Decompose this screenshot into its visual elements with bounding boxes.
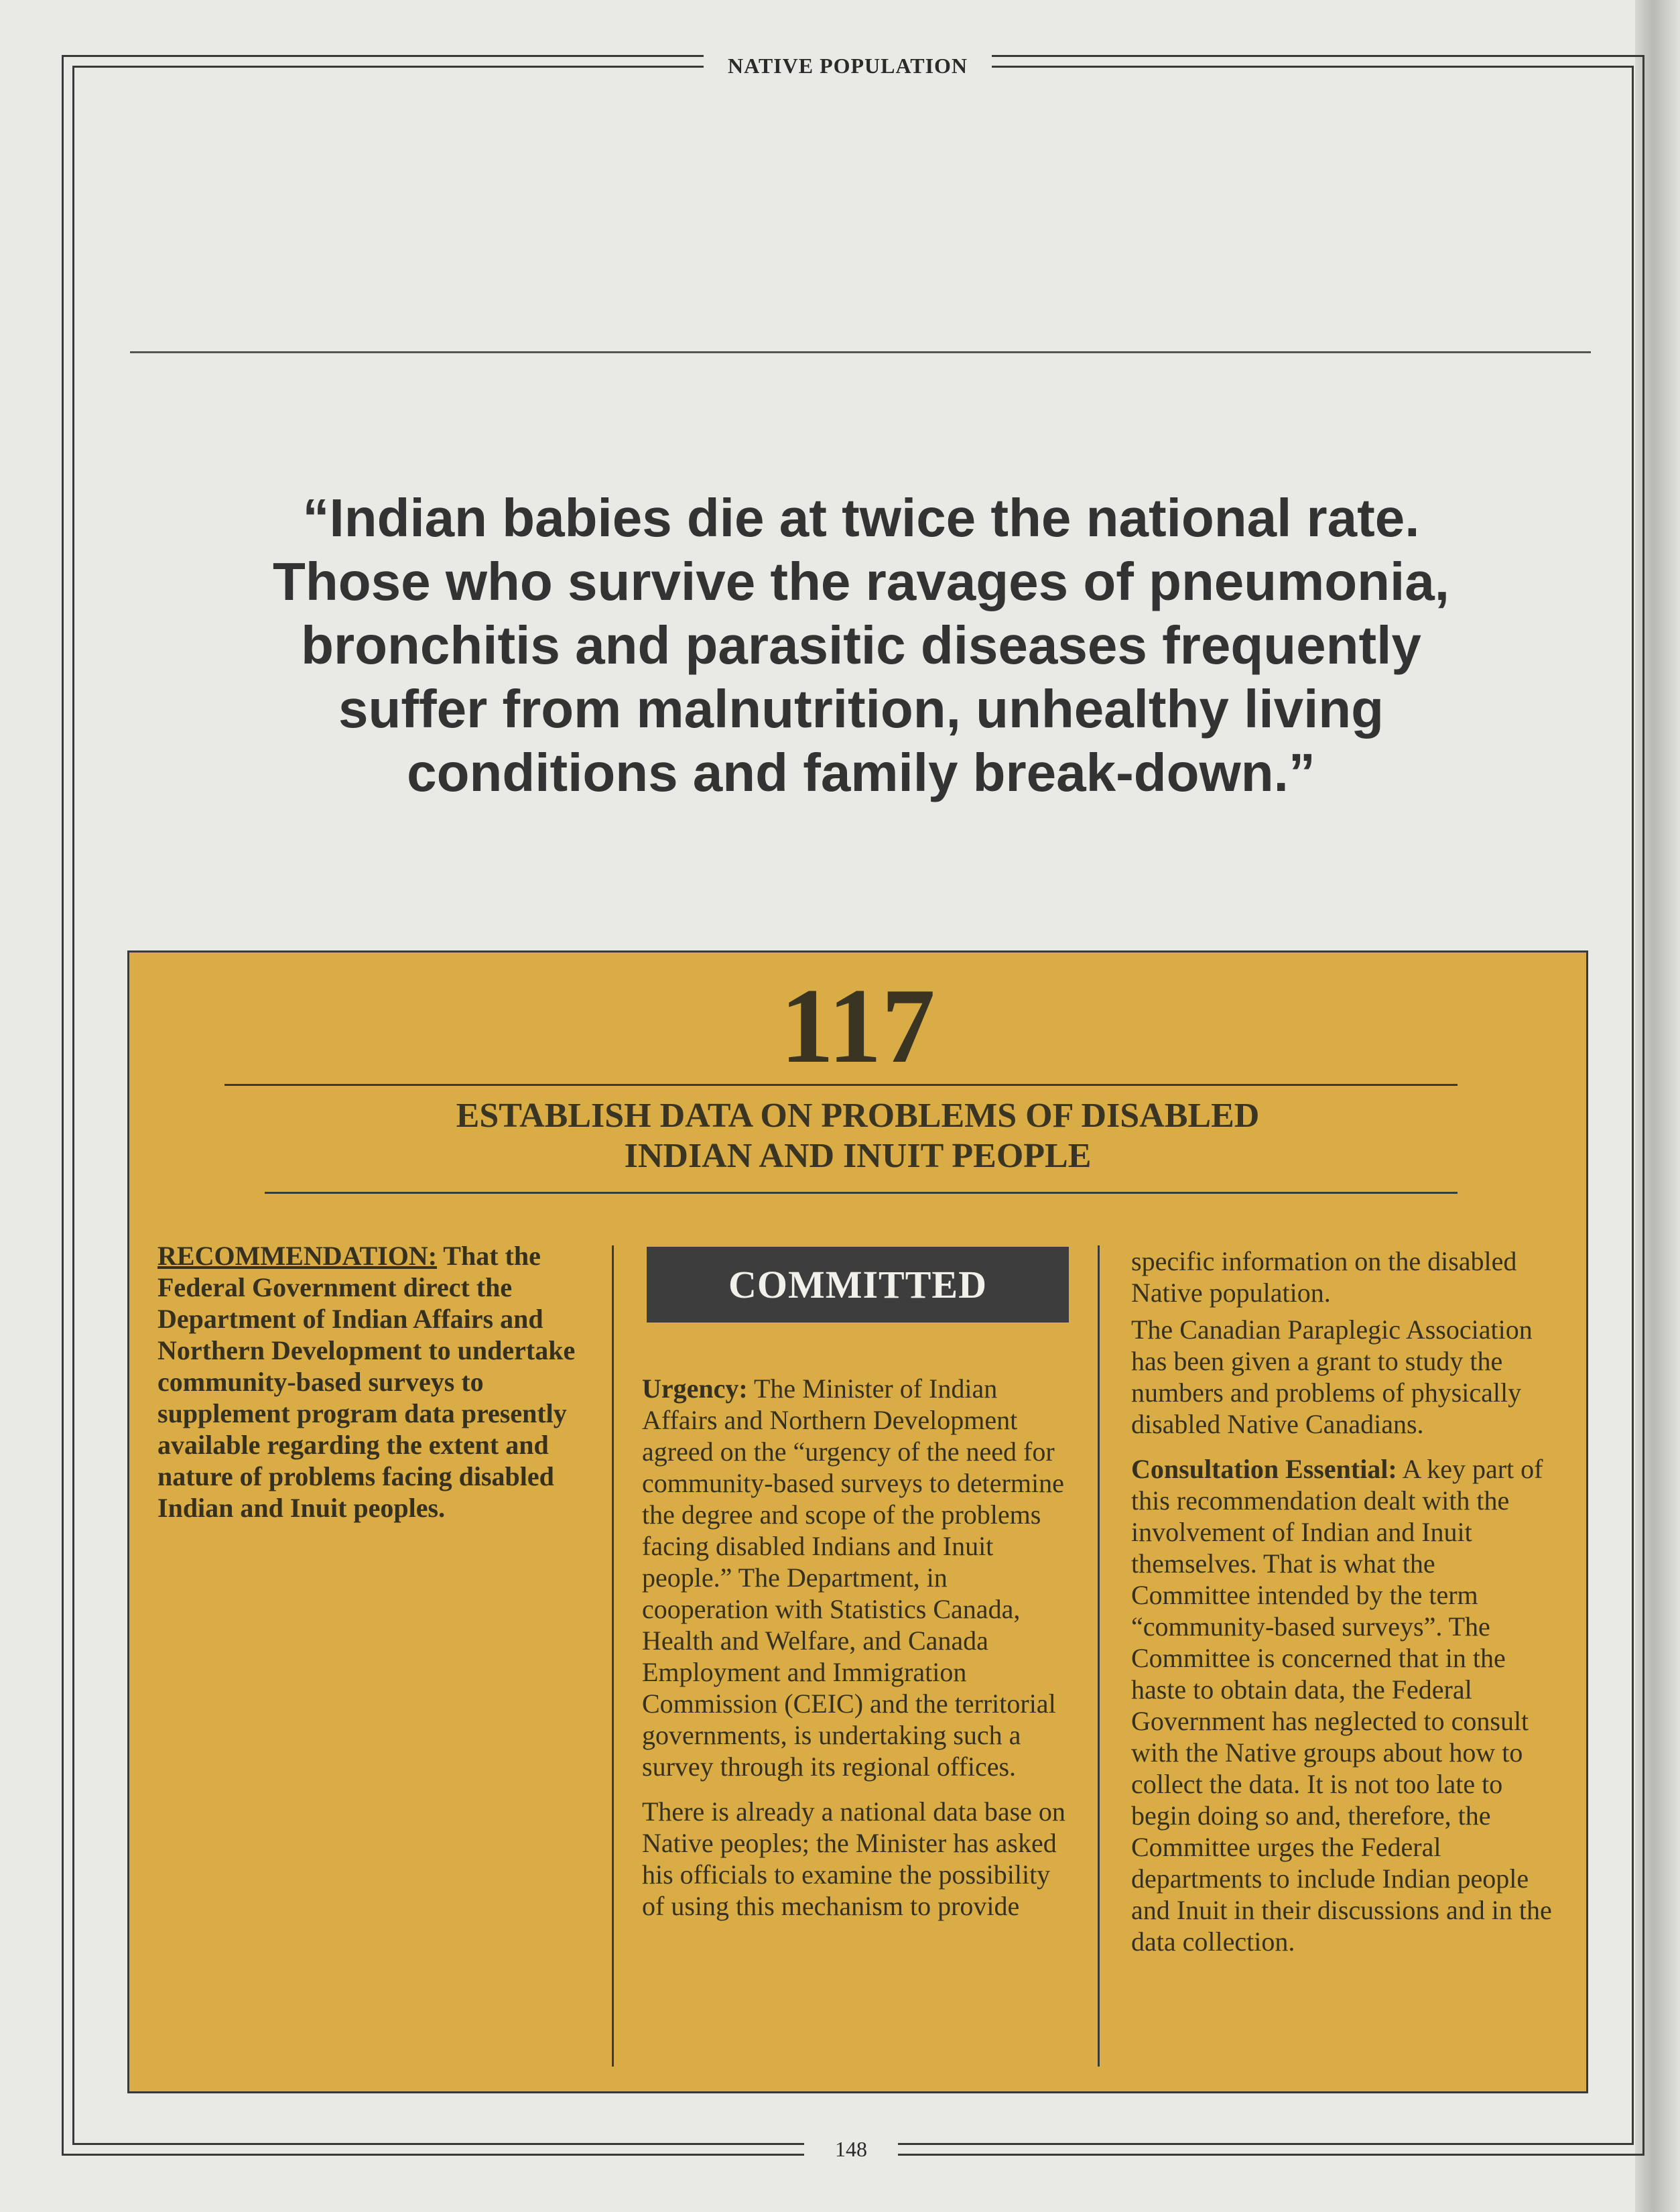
status-badge: COMMITTED xyxy=(647,1247,1069,1323)
quote-top-rule xyxy=(130,351,1591,353)
running-head: NATIVE POPULATION xyxy=(704,51,992,80)
continuation-paragraph: specific information on the disabled Native population. xyxy=(1131,1246,1517,1308)
column-divider-2 xyxy=(1098,1245,1100,2067)
pull-quote-line: conditions and family break-down.” xyxy=(407,743,1315,802)
urgency-paragraph xyxy=(642,1373,1071,1782)
paraplegic-paragraph: The Canadian Paraplegic Association has been given a grant to study the numbers and problems of physically disabled Native Canadians. xyxy=(1131,1314,1533,1439)
recommendation-title xyxy=(201,1096,1514,1176)
pull-quote-line: bronchitis and parasitic diseases frequently xyxy=(301,615,1421,675)
pull-quote-line: “Indian babies die at twice the national rate. xyxy=(302,488,1420,548)
recommendation-label: RECOMMENDATION: xyxy=(157,1241,438,1271)
consultation-text: A key part of this recommendation dealt with the involvement of Indian and Inuit themselves. That is what the Committee intended by the term “community-based surveys”. The Committee is concerned that in the haste to obtain data, the Federal Government has neglected to consult with the Native groups about how to collect the data. It is not too late to begin doing so and, therefore, the Committee urges the Federal departments to include Indian people and Inuit in their discussions and in the data collection. xyxy=(1131,1454,1552,1957)
column-divider-1 xyxy=(612,1245,614,2067)
recommendation-paragraph xyxy=(157,1240,586,1524)
consultation-lead: Consultation Essential: xyxy=(1131,1454,1397,1484)
pull-quote-line: Those who survive the ravages of pneumonia, xyxy=(273,552,1449,611)
recommendation-text-column xyxy=(157,1240,586,1537)
title-top-rule xyxy=(224,1084,1458,1086)
urgency-lead: Urgency: xyxy=(642,1373,748,1404)
pull-quote-line: suffer from malnutrition, unhealthy living xyxy=(338,679,1384,739)
consultation-paragraph xyxy=(1131,1453,1560,1957)
response-column-right xyxy=(1131,1245,1560,1971)
title-bottom-rule xyxy=(265,1192,1458,1194)
pull-quote xyxy=(134,486,1588,804)
urgency-text: The Minister of Indian Affairs and Northern Development agreed on the “urgency of the need for community-based surveys to determine the degree and scope of the problems facing disabled Indians and Inuit people.” The Department, in cooperation with Statistics Canada, Health and Welfare, and Canada Employment and Immigration Commission (CEIC) and the territorial governments, is undertaking such a survey through its regional offices. xyxy=(642,1373,1064,1782)
page-number: 148 xyxy=(804,2134,898,2164)
database-paragraph: There is already a national data base on Native peoples; the Minister has asked his officials to examine the possibility of using this mechanism to provide xyxy=(642,1796,1065,1921)
recommendation-title-line: ESTABLISH DATA ON PROBLEMS OF DISABLED xyxy=(456,1097,1260,1135)
recommendation-number: 117 xyxy=(780,966,935,1085)
recommendation-text: That the Federal Government direct the Department of Indian Affairs and Northern Development to undertake community-based surveys to supplement program data presently available regarding the extent and nature of problems facing disabled Indian and Inuit peoples. xyxy=(157,1241,576,1523)
recommendation-title-line: INDIAN AND INUIT PEOPLE xyxy=(624,1137,1092,1175)
response-column-middle xyxy=(642,1373,1071,1935)
